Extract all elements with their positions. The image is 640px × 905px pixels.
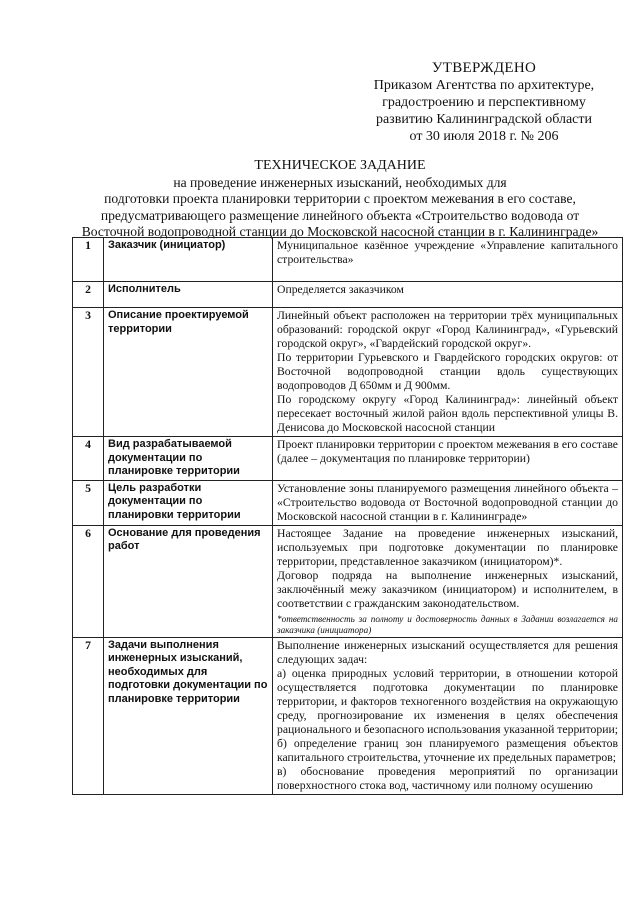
row-number: 3 — [73, 308, 104, 437]
row-paragraph: По территории Гурьевского и Гвардейского городских округов: от Восточной водопроводной станции вдоль существующих водопроводов Д 650мм и Д 900мм. — [277, 351, 618, 392]
row-paragraph: Определяется заказчиком — [277, 283, 404, 296]
approval-line: Приказом Агентства по архитектуре, — [373, 78, 595, 93]
row-paragraph: б) определение границ зон планируемого размещения объектов капитального строительства, уточнение их предельных параметров; — [277, 736, 618, 764]
row-number: 2 — [73, 282, 104, 308]
approval-line: развитию Калининградской области — [375, 112, 593, 127]
title-line: на проведение инженерных изысканий, необходимых для — [173, 174, 507, 190]
row-label: Описание проектируемой территории — [104, 308, 273, 437]
table-row — [73, 480, 623, 525]
row-paragraph: Установление зоны планируемого размещения линейного объекта – «Строительство водовода от Восточной водопроводной станции до Московской насосной станции в г. Калининграде» — [277, 481, 618, 523]
approval-block — [364, 60, 604, 145]
table-row — [73, 637, 623, 794]
document-title — [60, 158, 620, 241]
table-row — [73, 308, 623, 437]
row-number: 5 — [73, 480, 104, 525]
row-paragraph: Муниципальное казённое учреждение «Управление капитального строительства» — [277, 239, 618, 266]
row-label: Цель разработки документации по планировки территории — [104, 480, 273, 525]
row-number: 6 — [73, 525, 104, 637]
title-main: ТЕХНИЧЕСКОЕ ЗАДАНИЕ — [254, 158, 426, 173]
table-row — [73, 437, 623, 481]
row-content — [273, 480, 623, 525]
row-content — [273, 437, 623, 481]
row-label: Основание для проведения работ — [104, 525, 273, 637]
row-footnote: *ответственность за полноту и достоверность данных в Задании возлагается на заказчика (инициатора) — [277, 613, 618, 635]
row-number: 1 — [73, 238, 104, 282]
row-paragraph: Выполнение инженерных изысканий осуществляется для решения следующих задач: — [277, 638, 618, 666]
specification-table — [72, 237, 623, 795]
row-content — [273, 525, 623, 637]
table-row — [73, 282, 623, 308]
row-paragraph: Линейный объект расположен на территории трёх муниципальных образований: городской округ «Город Калининград», «Гурьевский городской округ», «Гвардейский городской округ». — [277, 309, 618, 350]
row-label: Исполнитель — [104, 282, 273, 308]
row-content — [273, 308, 623, 437]
row-content — [273, 282, 623, 308]
row-paragraph: Настоящее Задание на проведение инженерных изысканий, используемых при подготовке документации по планировке территории, представленное заказчиком (инициатором)*. — [277, 526, 618, 568]
row-paragraph: а) оценка природных условий территории, в отношении которой осуществляется подготовка документации по планировке территории, и факторов техногенного воздействия на окружающую среду, прогнозирование их изменения в целях обеспечения рационального и безопасного использования указанной территории; — [277, 666, 618, 736]
row-content — [273, 238, 623, 282]
approval-heading: УТВЕРЖДЕНО — [431, 60, 537, 76]
table-row — [73, 525, 623, 637]
row-number: 4 — [73, 437, 104, 481]
row-label: Заказчик (инициатор) — [104, 238, 273, 282]
approval-line: градостроению и перспективному — [382, 95, 586, 110]
row-paragraph: Проект планировки территории с проектом межевания в его составе (далее – документация по планировке территории) — [277, 438, 618, 465]
row-paragraph: По городскому округу «Город Калининград»: линейный объект пересекает восточный жилой район вдоль перспективной улицы В. Денисова до Московской насосной станции — [277, 393, 618, 434]
row-label: Задачи выполнения инженерных изысканий, необходимых для подготовки документации по планировке территории — [104, 637, 273, 794]
row-label: Вид разрабатываемой документации по планировке территории — [104, 437, 273, 481]
row-content — [273, 637, 623, 794]
row-paragraph: Договор подряда на выполнение инженерных изысканий, заключённый межу заказчиком (инициатором) и исполнителем, в соответствии с гражданским законодательством. — [277, 568, 618, 610]
table-row — [73, 238, 623, 282]
title-line: предусматривающего размещение линейного объекта «Строительство водовода от — [100, 207, 580, 223]
row-paragraph: в) обоснование проведения мероприятий по организации поверхностного стока вод, частичному или полному осушению — [277, 764, 618, 792]
title-line: Восточной водопроводной станции до Московской насосной станции в г. Калининграде» — [81, 224, 599, 239]
title-line: подготовки проекта планировки территории с проектом межевания в его составе, — [104, 191, 576, 206]
approval-date: от 30 июля 2018 г. № 206 — [409, 129, 559, 144]
row-number: 7 — [73, 637, 104, 794]
